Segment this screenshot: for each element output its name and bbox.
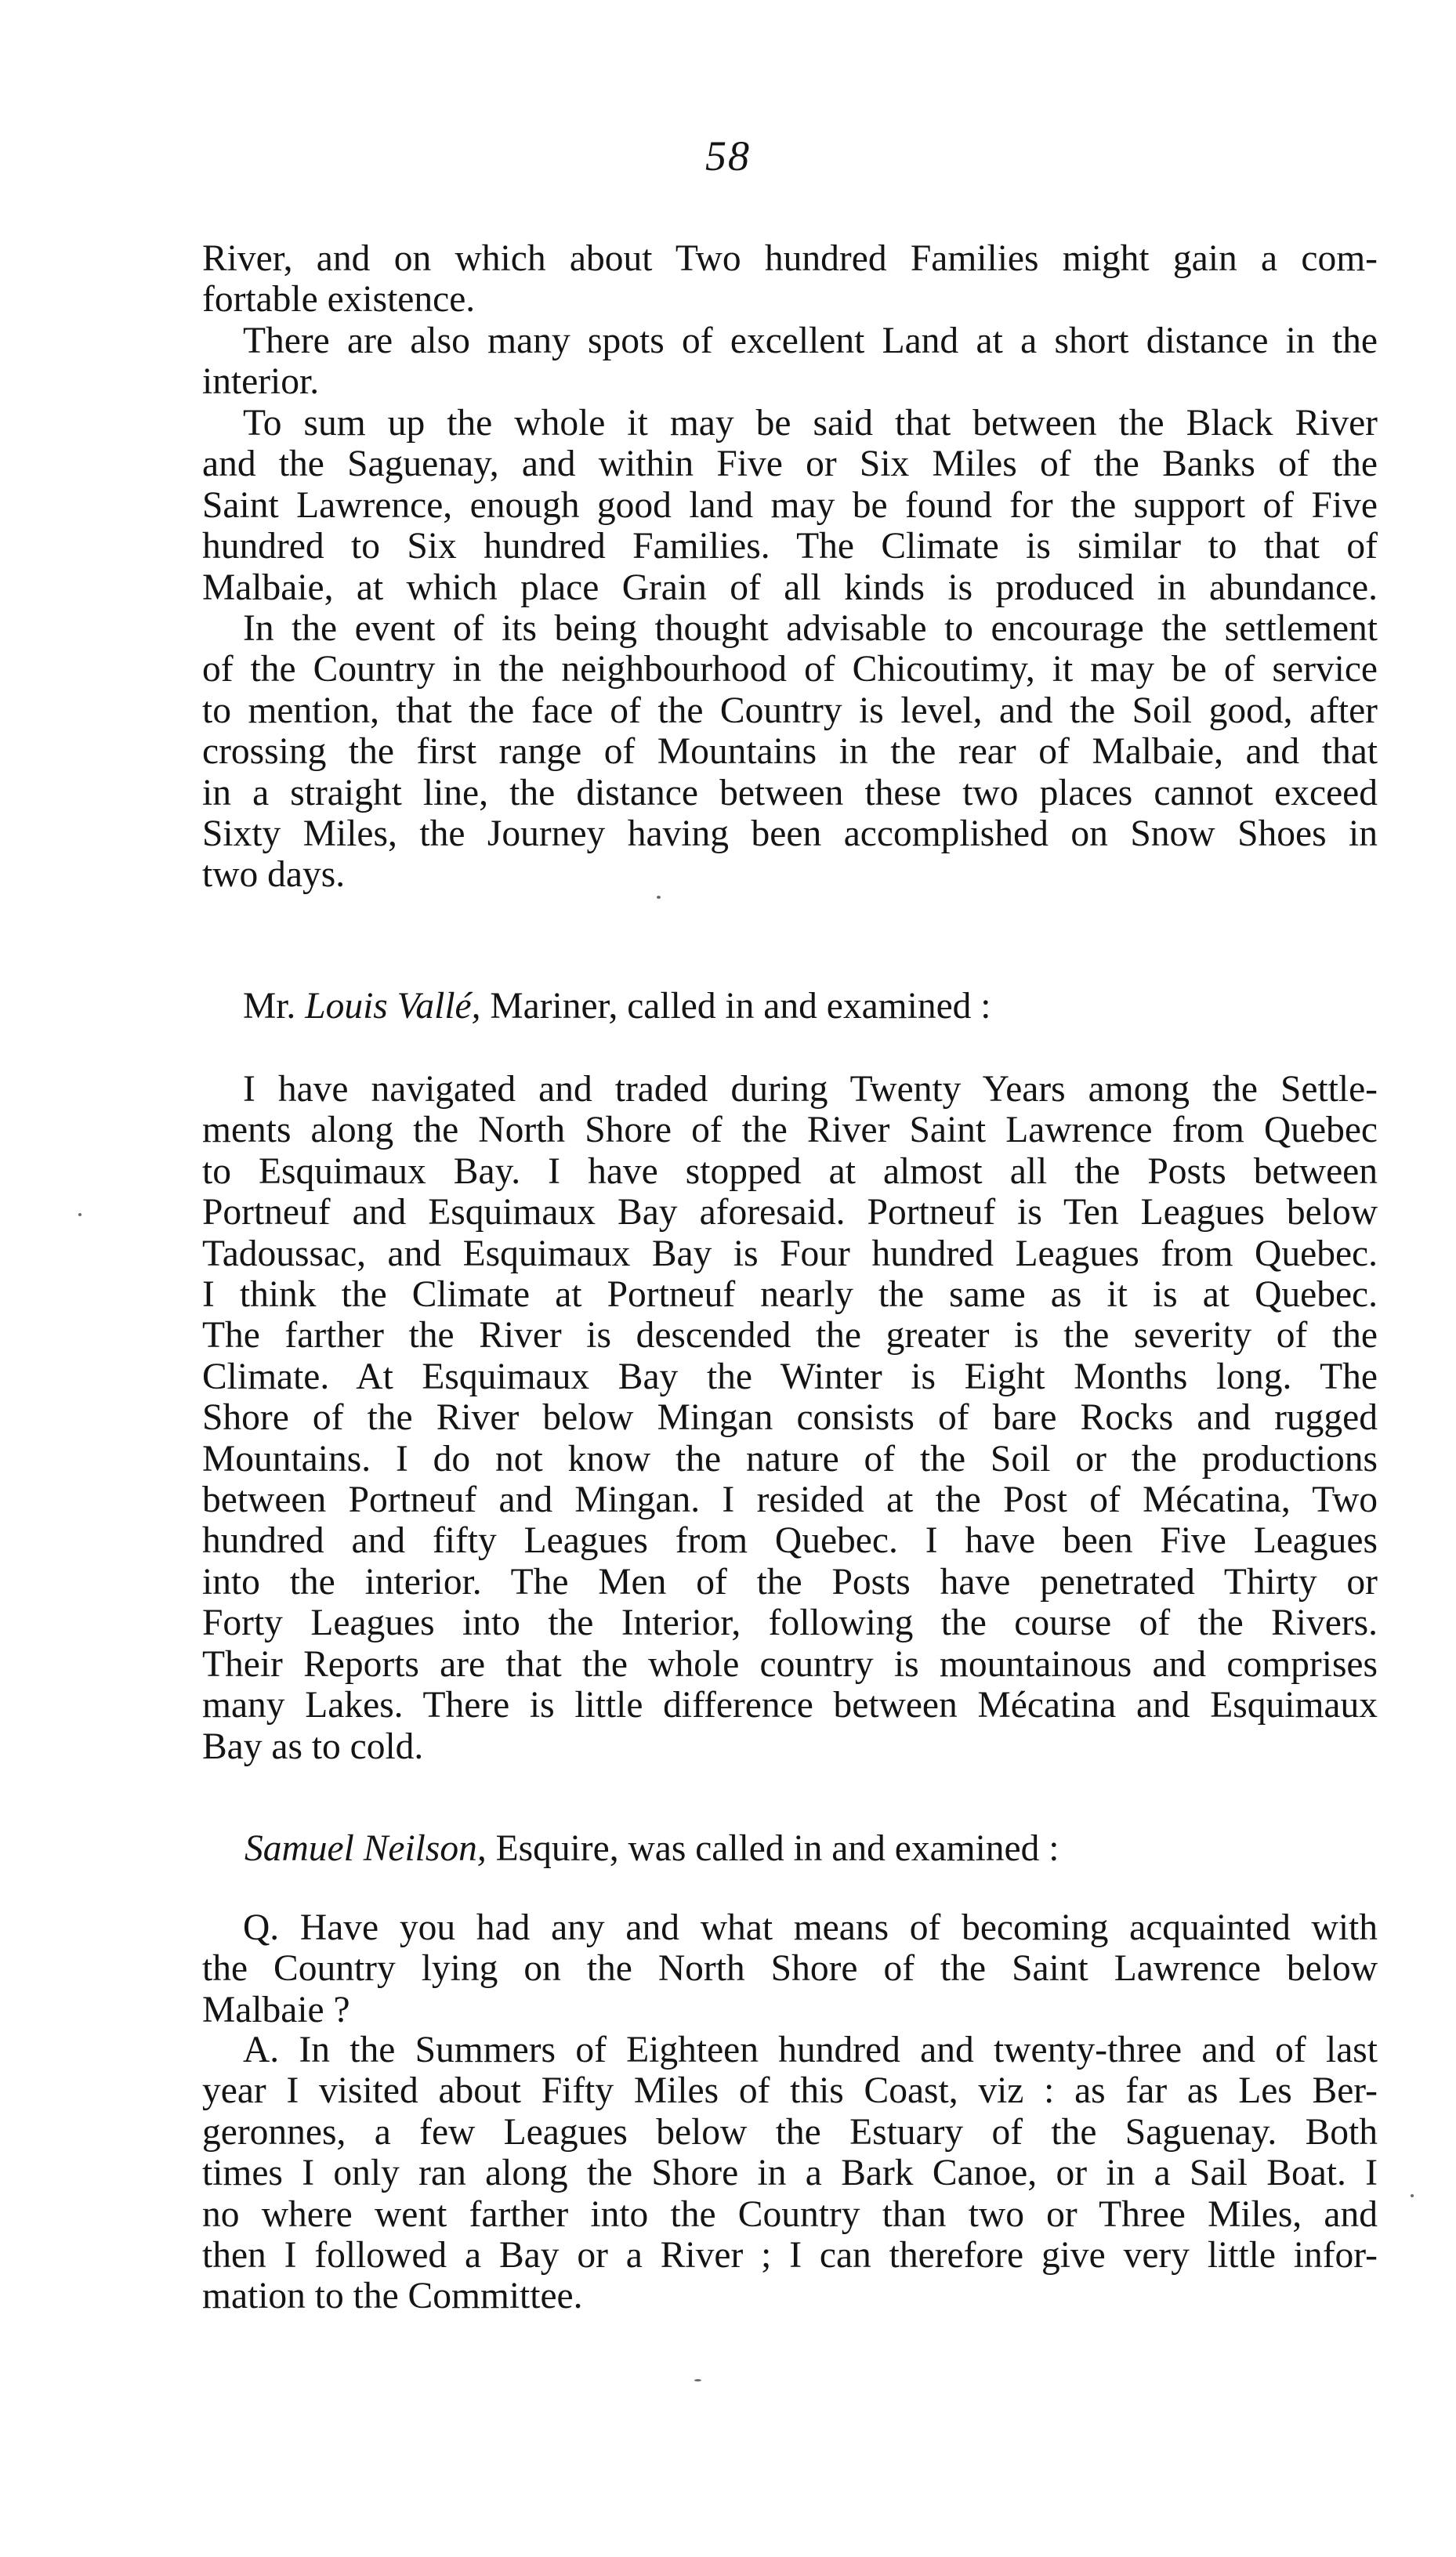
question-paragraph bbox=[202, 1907, 1378, 2030]
text-line: Malbaie, at which place Grain of all kinds is produced in abundance. bbox=[202, 567, 1378, 608]
text-line: Climate. At Esquimaux Bay the Winter is Eight Months long. The bbox=[202, 1356, 1378, 1397]
text-line: to mention, that the face of the Country is level, and the Soil good, after bbox=[202, 690, 1378, 731]
text-line: There are also many spots of excellent Land at a short distance in the bbox=[243, 321, 1378, 361]
ink-speck bbox=[1411, 2194, 1414, 2197]
text-line: Tadoussac, and Esquimaux Bay is Four hundred Leagues from Quebec. bbox=[202, 1233, 1378, 1274]
text-line: no where went farther into the Country than two or Three Miles, and bbox=[202, 2193, 1378, 2235]
text-line: between Portneuf and Mingan. I resided at the Post of Mécatina, Two bbox=[202, 1480, 1378, 1521]
witness-heading-samuel-neilson bbox=[244, 1828, 1059, 1869]
witness-role: Mariner, called in and examined : bbox=[490, 986, 991, 1027]
text-line: many Lakes. There is little difference between Mécatina and Esquimaux bbox=[202, 1685, 1378, 1726]
text-line: and the Saguenay, and within Five or Six Miles of the Banks of the bbox=[202, 444, 1378, 485]
text-line: Shore of the River below Mingan consists of bare Rocks and rugged bbox=[202, 1397, 1378, 1439]
text-line: hundred and fifty Leagues from Quebec. I have been Five Leagues bbox=[202, 1520, 1378, 1562]
answer-paragraph bbox=[202, 2030, 1378, 2317]
text-line: Their Reports are that the whole country is mountainous and comprises bbox=[202, 1643, 1378, 1685]
text-line: Malbaie ? bbox=[202, 1989, 350, 2030]
text-line: Saint Lawrence, enough good land may be found for the support of Five bbox=[202, 484, 1378, 526]
witness-heading-louis-valle bbox=[243, 986, 991, 1027]
text-line: Mountains. I do not know the nature of the Soil or the productions bbox=[202, 1438, 1378, 1480]
continuation-paragraph bbox=[202, 238, 1378, 321]
text-line: geronnes, a few Leagues below the Estuary of the Saguenay. Both bbox=[202, 2111, 1378, 2153]
summary-paragraph bbox=[202, 403, 1378, 608]
text-line: hundred to Six hundred Families. The Climate is similar to that of bbox=[202, 526, 1378, 567]
text-line: The farther the River is descended the greater is the severity of the bbox=[202, 1315, 1378, 1356]
text-line: the Country lying on the North Shore of the Saint Lawrence below bbox=[202, 1948, 1378, 1990]
ink-speck bbox=[657, 896, 661, 899]
chicoutimy-paragraph bbox=[202, 608, 1378, 896]
text-line: In the event of its being thought advisable to encourage the settlement bbox=[243, 608, 1378, 649]
interior-land-paragraph bbox=[202, 321, 1378, 403]
text-line: Portneuf and Esquimaux Bay aforesaid. Portneuf is Ten Leagues below bbox=[202, 1192, 1378, 1233]
text-line: Bay as to cold. bbox=[202, 1726, 424, 1767]
text-line: then I followed a Bay or a River ; I can therefore give very little infor- bbox=[202, 2235, 1378, 2276]
text-line: times I only ran along the Shore in a Bark Canoe, or in a Sail Boat. I bbox=[202, 2153, 1378, 2194]
ink-speck bbox=[694, 2379, 701, 2381]
text-line: Sixty Miles, the Journey having been accomplished on Snow Shoes in bbox=[202, 813, 1378, 855]
text-line: Forty Leagues into the Interior, following the course of the Rivers. bbox=[202, 1603, 1378, 1644]
text-line: year I visited about Fifty Miles of this Coast, viz : as far as Les Ber- bbox=[202, 2070, 1378, 2112]
text-line: fortable existence. bbox=[202, 279, 476, 321]
text-line: interior. bbox=[202, 361, 320, 403]
text-line: River, and on which about Two hundred Families might gain a com- bbox=[202, 238, 1378, 279]
ink-speck bbox=[78, 1213, 81, 1216]
page-number: 58 bbox=[705, 132, 751, 179]
text-line: I have navigated and traded during Twenty Years among the Settle- bbox=[243, 1069, 1378, 1110]
text-line: ments along the North Shore of the River Saint Lawrence from Quebec bbox=[202, 1110, 1378, 1151]
text-line: two days. bbox=[202, 854, 346, 896]
text-line: crossing the first range of Mountains in the rear of Malbaie, and that bbox=[202, 731, 1378, 773]
text-line: into the interior. The Men of the Posts have penetrated Thirty or bbox=[202, 1561, 1378, 1603]
text-line: mation to the Committee. bbox=[202, 2276, 583, 2317]
valle-testimony bbox=[202, 1069, 1378, 1767]
witness-name: Louis Vallé, bbox=[305, 986, 481, 1027]
text-line: in a straight line, the distance between these two places cannot exceed bbox=[202, 772, 1378, 813]
text-line: to Esquimaux Bay. I have stopped at almost all the Posts between bbox=[202, 1150, 1378, 1192]
text-line: To sum up the whole it may be said that between the Black River bbox=[243, 403, 1378, 444]
text-line: I think the Climate at Portneuf nearly the same as it is at Quebec. bbox=[202, 1274, 1378, 1316]
witness-role: Esquire, was called in and examined : bbox=[495, 1828, 1059, 1869]
text-line: Q. Have you had any and what means of becoming acquainted with bbox=[243, 1907, 1378, 1948]
text-line: of the Country in the neighbourhood of Chicoutimy, it may be of service bbox=[202, 649, 1378, 690]
text-line: A. In the Summers of Eighteen hundred and twenty-three and of last bbox=[243, 2030, 1378, 2070]
witness-name: Samuel Neilson, bbox=[244, 1828, 487, 1869]
witness-title: Mr. bbox=[243, 986, 296, 1027]
